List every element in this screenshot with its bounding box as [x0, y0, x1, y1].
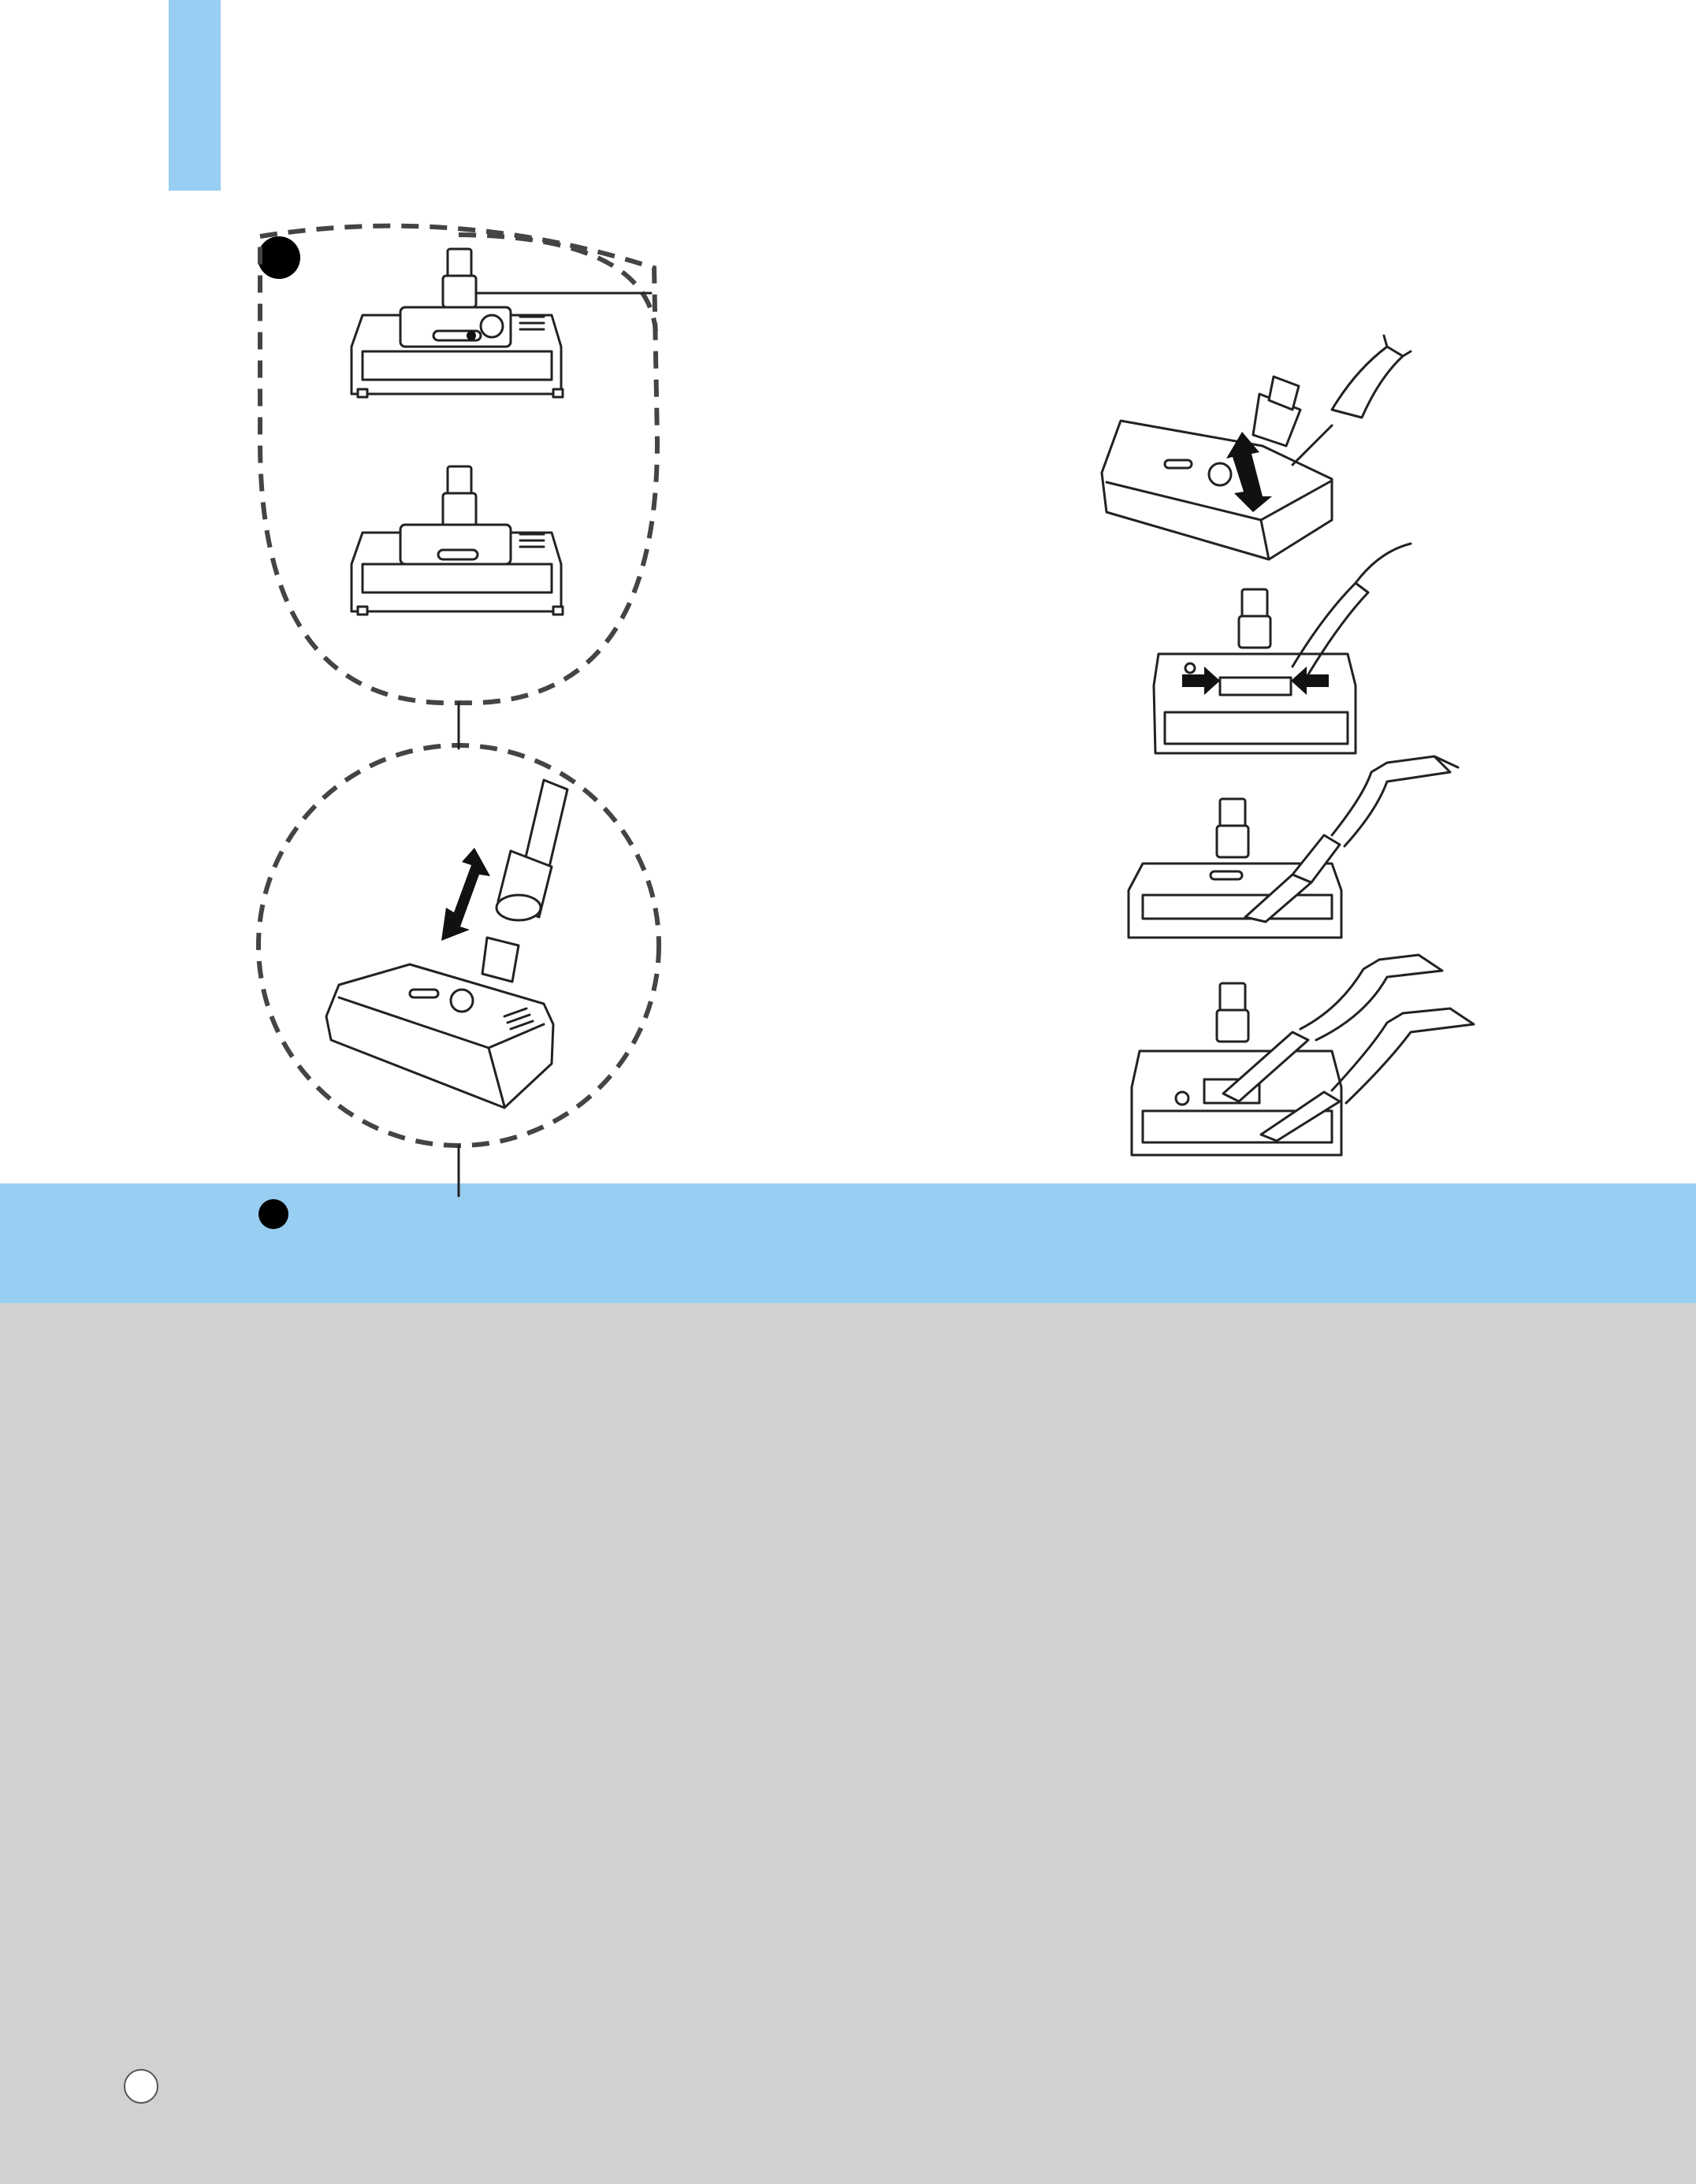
- clean-brush-illustration: [1132, 955, 1474, 1155]
- release-brush-illustration: [1154, 544, 1411, 753]
- clean-inside-illustration: [1129, 756, 1458, 938]
- remove-cover-illustration: [1102, 336, 1411, 559]
- nozzle-front-view-2: [351, 466, 563, 615]
- nozzle-attach-illustration: [326, 780, 567, 1108]
- nozzle-front-view-1: [351, 249, 563, 397]
